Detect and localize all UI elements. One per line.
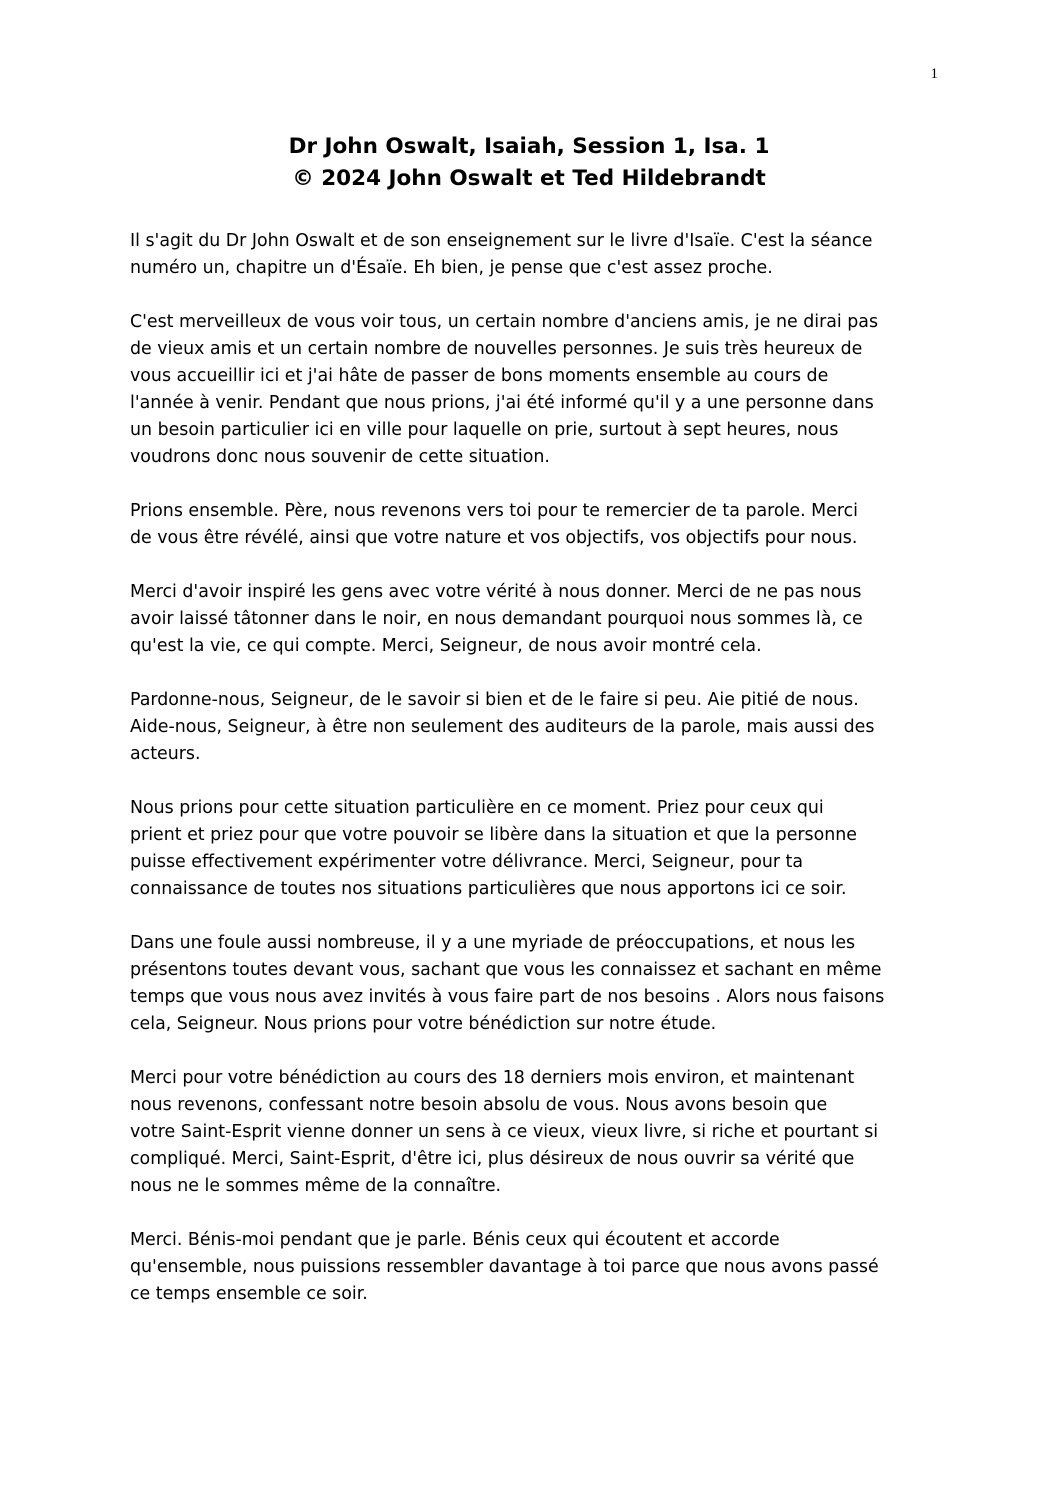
paragraph: Merci. Bénis-moi pendant que je parle. Bénis ceux qui écoutent et accorde qu'ensemble, nous puissions ressembler davantage à toi parce que nous avons passé ce temps ensemble ce soir. [130,1230,879,1304]
paragraph: Nous prions pour cette situation particulière en ce moment. Priez pour ceux qui prient et priez pour que votre pouvoir se libère dans la situation et que la personne puisse effectivement expérimenter votre délivrance. Merci, Seigneur, pour ta connaissance de toutes nos situations particulières que nous apportons ici ce soir. [130,798,857,899]
paragraph: Il s'agit du Dr John Oswalt et de son enseignement sur le livre d'Isaïe. C'est la séance numéro un, chapitre un d'Ésaïe. Eh bien, je pense que c'est assez proche. [130,231,873,278]
paragraph: Prions ensemble. Père, nous revenons vers toi pour te remercier de ta parole. Merci de vous être révélé, ainsi que votre nature et vos objectifs, vos objectifs pour nous. [130,501,858,548]
page-number: 1 [930,66,938,82]
title-line-1: Dr John Oswalt, Isaiah, Session 1, Isa. 1 [288,134,770,159]
paragraph: Dans une foule aussi nombreuse, il y a une myriade de préoccupations, et nous les présentons toutes devant vous, sachant que vous les connaissez et sachant en même temps que vous nous avez invités à vous faire part de nos besoins . Alors nous faisons cela, Seigneur. Nous prions pour votre bénédiction sur notre étude. [130,933,885,1034]
paragraph: Pardonne-nous, Seigneur, de le savoir si bien et de le faire si peu. Aie pitié de nous. Aide-nous, Seigneur, à être non seulement des auditeurs de la parole, mais aussi des acteurs. [130,690,875,764]
document-body [130,228,940,1335]
paragraph: C'est merveilleux de vous voir tous, un certain nombre d'anciens amis, je ne dirai pas de vieux amis et un certain nombre de nouvelles personnes. Je suis très heureux de vous accueillir ici et j'ai hâte de passer de bons moments ensemble au cours de l'année à venir. Pendant que nous prions, j'ai été informé qu'il y a une personne dans un besoin particulier ici en ville pour laquelle on prie, surtout à sept heures, nous voudrons donc nous souvenir de cette situation. [130,312,879,467]
paragraph: Merci pour votre bénédiction au cours des 18 derniers mois environ, et maintenant nous revenons, confessant notre besoin absolu de vous. Nous avons besoin que votre Saint-Esprit vienne donner un sens à ce vieux, vieux livre, si riche et pourtant si compliqué. Merci, Saint-Esprit, d'être ici, plus désireux de nous ouvrir sa vérité que nous ne le sommes même de la connaître. [130,1068,879,1196]
document-title [0,131,1058,195]
paragraph: Merci d'avoir inspiré les gens avec votre vérité à nous donner. Merci de ne pas nous avoir laissé tâtonner dans le noir, en nous demandant pourquoi nous sommes là, ce qu'est la vie, ce qui compte. Merci, Seigneur, de nous avoir montré cela. [130,582,863,656]
title-line-2: © 2024 John Oswalt et Ted Hildebrandt [292,166,766,191]
